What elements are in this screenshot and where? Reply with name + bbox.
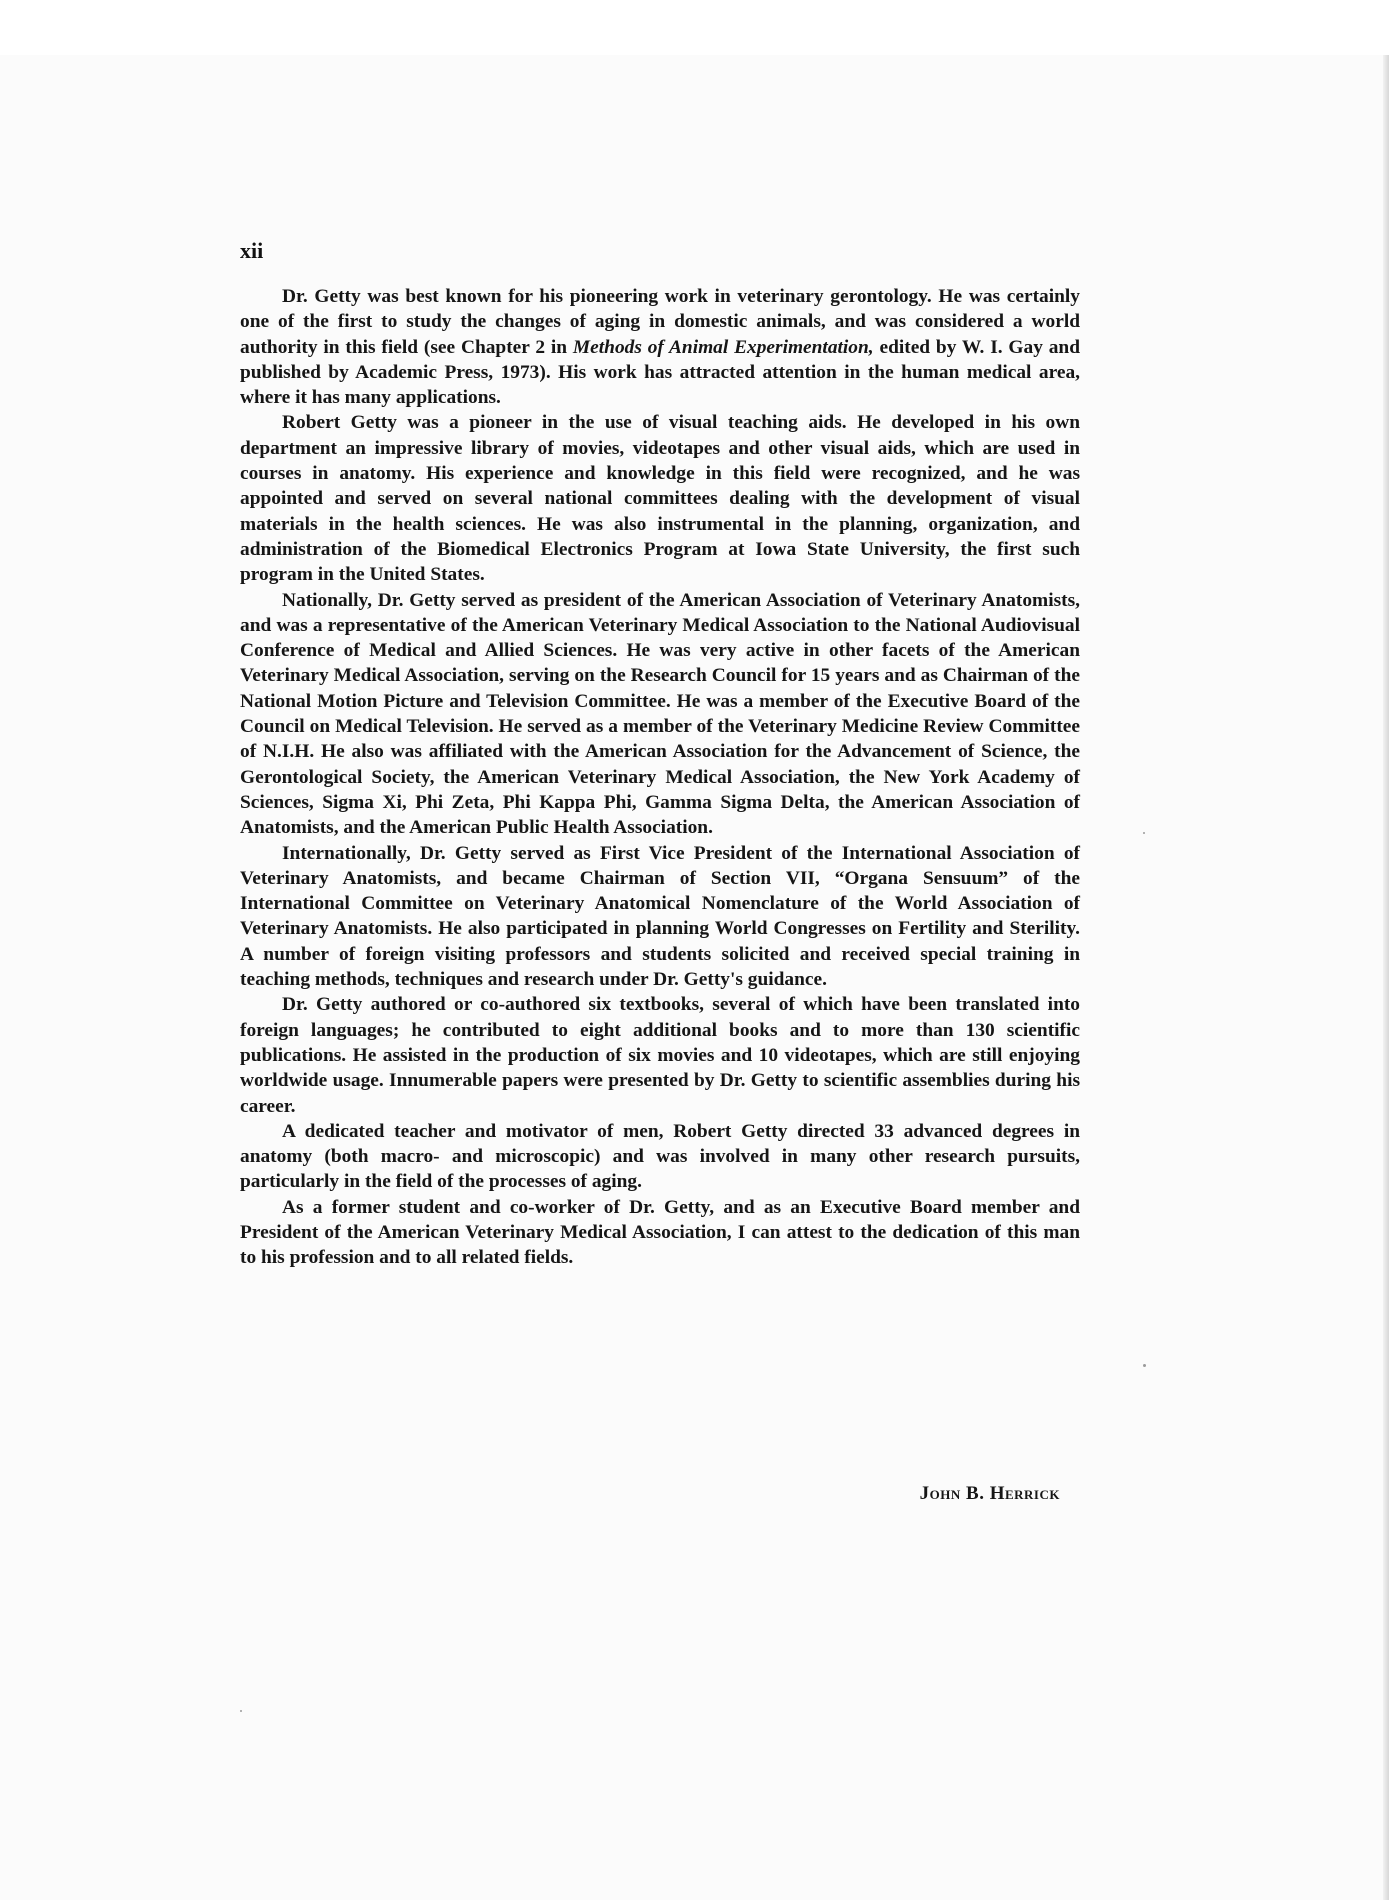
paragraph-teaching: A dedicated teacher and motivator of men, Robert Getty directed 33 advanced degrees in anatomy (both macro- and microscopic) and was involved in many other research pursuits, particularly in the field of the processes of aging. [240,1120,1080,1193]
paragraph-1-text-end: edited by W. I. Gay and published by Academic Press, 1973). His work has attracted attention in the human medical area, where it has many applications. [240,336,1080,409]
paragraph-international-service: Internationally, Dr. Getty served as First Vice President of the International Association of Veterinary Anatomists, and became Chairman of Section VII, “Organa Sensuum” of the International Committee on Veterinary Anatomical Nomenclature of the World Association of Veterinary Anatomists. He also participated in planning World Congresses on Fertility and Sterility. A number of foreign visiting professors and students solicited and received special training in teaching methods, techniques and research under Dr. Getty's guidance. [240,842,1080,991]
paper-speck [1143,1364,1146,1367]
paragraph-attestation: As a former student and co-worker of Dr. Getty, and as an Executive Board member and President of the American Veterinary Medical Association, I can attest to the dedication of this man to his profession and to all related fields. [240,1196,1080,1269]
page-number: xii [240,238,264,263]
paragraph-visual-aids: Robert Getty was a pioneer in the use of visual teaching aids. He developed in his own department an impressive library of movies, videotapes and other visual aids, which are used in courses in anatomy. His experience and knowledge in this field were recognized, and he was appointed and served on several national committees dealing with the development of visual materials in the health sciences. He was also instrumental in the planning, organization, and administration of the Biomedical Electronics Program at Iowa State University, the first such program in the United States. [240,412,1080,586]
paragraph-national-service: Nationally, Dr. Getty served as president of the American Association of Veterinary Anatomists, and was a representative of the American Veterinary Medical Association to the National Audiovisual Conference of Medical and Allied Sciences. He was very active in other facets of the American Veterinary Medical Association, serving on the Research Council for 15 years and as Chairman of the National Motion Picture and Television Committee. He was a member of the Executive Board of the Council on Medical Television. He served as a member of the Veterinary Medicine Review Committee of N.I.H. He also was affiliated with the American Association for the Advancement of Science, the Gerontological Society, the American Veterinary Medical Association, the New York Academy of Sciences, Sigma Xi, Phi Zeta, Phi Kappa Phi, Gamma Sigma Delta, the American Association of Anatomists, and the American Public Health Association. [240,589,1080,839]
paper-speck [1143,832,1145,834]
paragraph-gerontology [240,284,1080,410]
paragraph-publications: Dr. Getty authored or co-authored six textbooks, several of which have been translated into foreign languages; he contributed to eight additional books and to more than 130 scientific publications. He assisted in the production of six movies and 10 videotapes, which are still enjoying worldwide usage. Innumerable papers were presented by Dr. Getty to scientific assemblies during his career. [240,994,1080,1117]
page-right-edge [1383,55,1389,1900]
paragraph-1-text-start: Dr. Getty was best known for his pioneering work in veterinary gerontology. He was certainly one of the first to study the changes of aging in domestic animals, and was considered a world authority in this field (see Chapter 2 in [240,286,1080,358]
author-signature: John B. Herrick [919,1483,1060,1504]
page-top-margin [0,0,1389,55]
book-title-italic: Methods of Animal Experimentation, [572,336,874,358]
paper-speck [240,1710,242,1712]
body-text [240,284,1080,1271]
